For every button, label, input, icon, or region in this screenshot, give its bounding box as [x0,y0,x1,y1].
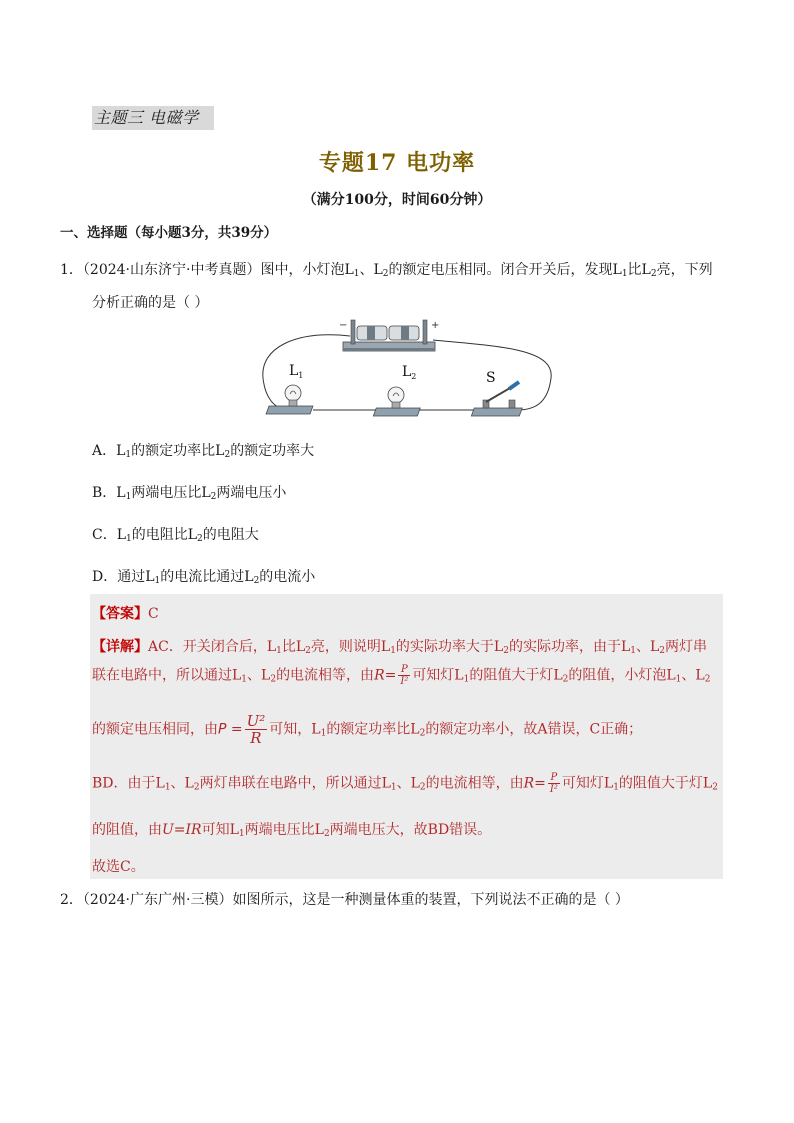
question-1-line-2: 分析正确的是（ ） [92,295,209,311]
bulb-l2-label: $L_2$ [402,364,417,381]
detail-line-1: 【详解】AC．开关闭合后，$L_1$比$L_2$亮，则说明$L_1$的实际功率大于$L_2$的实际功率，由于$L_1$、$L_2$两灯串 [92,639,708,656]
battery-minus-label: − [339,320,348,331]
circuit-diagram [255,318,555,430]
wire-left [263,335,350,408]
option-d[interactable]: D．通过$L_1$的电流比通过$L_2$的电流小 [92,569,316,586]
switch-icon [471,382,522,416]
page-title: 专题17 电功率 [318,150,476,176]
bulb-l2-icon [373,387,420,416]
question-1-line-1: 1．（2024·山东济宁·中考真题）图中，小灯泡$L_1$、$L_2$的额定电压相同。闭合开关后，发现$L_1$比$L_2$亮，下列 [60,262,713,279]
answer-line: 【答案】C [92,606,159,622]
detail-line-6: 故选C。 [92,859,145,875]
detail-line-5: 的阻值，由U=IR可知$L_1$两端电压比$L_2$两端电压大，故BD错误。 [92,822,492,839]
option-c[interactable]: C．$L_1$的电阻比$L_2$的电阻大 [92,527,259,544]
detail-line-3: 的额定电压相同，由P = $\frac{\text{U²}}{R}$ 可知，$L_1$的额定功率比$L_2$的额定功率小，故A错误，C正确； [92,712,643,747]
page-subtitle: （满分100分，时间60分钟） [302,192,492,208]
bulb-l1-label: $L_1$ [289,363,304,380]
switch-label: S [486,370,496,386]
bulb-l1-icon [266,385,313,414]
battery-plus-label: + [431,320,440,331]
detail-line-4: BD．由于$L_1$、$L_2$两灯串联在电路中，所以通过$L_1$、$L_2$的电流相等，由R= $\frac{P}{\text{I²}}$ 可知灯$L_1$的阻值大于灯$L_2$ [92,772,718,795]
battery-icon [343,320,435,351]
option-b[interactable]: B．$L_1$两端电压比$L_2$两端电压小 [92,485,287,502]
option-a[interactable]: A．$L_1$的额定功率比$L_2$的额定功率大 [92,443,315,460]
question-2-line-1: 2．（2024·广东广州·三模）如图所示，这是一种测量体重的装置，下列说法不正确的是（ ） [60,892,629,908]
topic-tag: 主题三 电磁学 [92,106,214,130]
section-heading: 一、选择题（每小题3分，共39分） [60,225,278,241]
detail-line-2: 联在电路中，所以通过$L_1$、$L_2$的电流相等，由R= $\frac{P}{\text{I²}}$ 可知灯$L_1$的阻值大于灯$L_2$的阻值，小灯泡$L_1$、$L_2$ [92,664,711,687]
